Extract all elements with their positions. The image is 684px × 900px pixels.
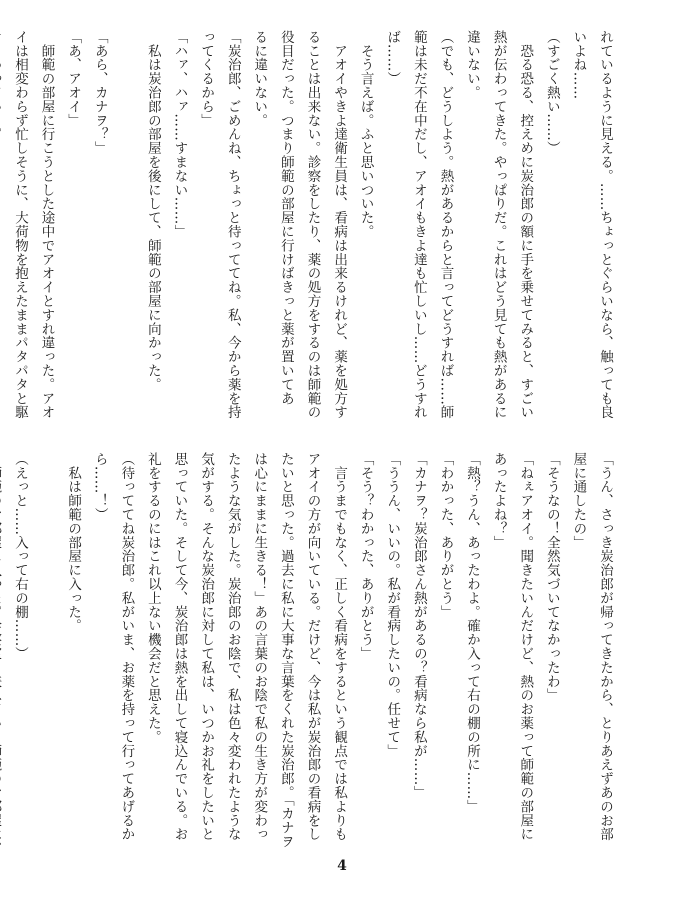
- text-line: 「そうなの！全然気づいてなかったわ」: [543, 452, 560, 703]
- text-line: あったよね？」: [490, 452, 507, 550]
- text-line: （待っててね炭治郎。私がいま、お薬を持って行ってあげるか: [118, 452, 135, 842]
- text-line: ることは出来ない。診察をしたり、薬の処方をするのは師範の: [304, 30, 321, 420]
- text-line: 師範の部屋に行こうとした途中でアオイとすれ違った。アオ: [38, 30, 55, 420]
- text-line: いよね……: [570, 30, 587, 100]
- text-line: 「うん、さっき炭治郎が帰ってきたから、とりあえずあのお部: [597, 452, 613, 842]
- text-line: 恐る恐る、控えめに炭治郎の額に手を乗せてみると、すごい: [517, 30, 534, 420]
- text-line: たいと思った。過去に私に大事な言葉をくれた炭治郎。「カナヲ: [277, 452, 294, 849]
- text-line: 思っていた。そして今、炭治郎は熱を出して寝込んでいる。お: [171, 452, 188, 842]
- text-line: 「ねぇアオイ。聞きたいんだけど、熱のお薬って師範の部屋に: [517, 452, 534, 842]
- text-line: [113, 30, 140, 413]
- text-line: [33, 452, 60, 835]
- text-line: ら……！）: [91, 452, 108, 522]
- upper-text-column-block: [11, 30, 618, 420]
- text-line: [0, 452, 6, 835]
- text-line: 「ううん、いいの。私が看病したいの。任せて」: [384, 452, 401, 758]
- text-line: 「あ、アオイ」: [65, 30, 82, 128]
- text-line: 範は未だ不在中だし、アオイもきよ達も忙しいし……どうすれ: [410, 30, 427, 420]
- text-line: そう言えば。ふと思いついた。: [357, 30, 374, 239]
- text-line: アオイの方が向いている。だけど、今は私が炭治郎の看病をし: [304, 452, 321, 842]
- text-line: 役目だった。つまり師範の部屋に行けばきっと薬が置いてあ: [277, 30, 294, 406]
- text-line: ば……）: [384, 30, 401, 86]
- text-line: 熱が伝わってきた。やっぱりだ。これはどう見ても熱があるに: [490, 30, 507, 420]
- text-line: 「炭治郎、ごめんね、ちょっと待っててね。私、今から薬を持: [224, 30, 241, 420]
- lower-text-column-block: [11, 452, 618, 849]
- text-line: （でも、どうしよう。熱があるからと言ってどうすれば……師: [437, 30, 454, 420]
- text-line: 私は師範の部屋に入った。: [65, 452, 82, 633]
- text-line: 気がする。そんな炭治郎に対して私は、いつかお礼をしたいと: [198, 452, 215, 842]
- text-line: アオイやきよ達衛生員は、看病は出来るけれど、薬を処方す: [331, 30, 348, 420]
- text-line: 「ハァ、ハァ……すまない……」: [171, 30, 188, 239]
- text-line: 「熱？うん、あったわよ。確か入って右の棚の所に……」: [464, 452, 481, 814]
- text-line: 屋に通したの」: [570, 452, 587, 550]
- text-line: 「あら、カナヲ？」: [91, 30, 108, 156]
- text-line: 言うまでもなく、正しく看病をするという観点では私よりも: [331, 452, 348, 842]
- text-line: 礼をするのにはこれ以上ない機会だと思えた。: [144, 452, 161, 744]
- text-line: （すごく熱い……）: [543, 30, 560, 156]
- text-line: 「カナヲ？炭治郎さん熱があるの？看病なら私が……」: [410, 452, 427, 800]
- text-line: 違いない。: [464, 30, 481, 100]
- text-line: 私は炭治郎の部屋を後にして、師範の部屋に向かった。: [144, 30, 161, 392]
- text-line: イは相変わらず忙しそうに、大荷物を抱えたままパタパタと駆: [11, 30, 28, 420]
- text-line: （えっと……入って右の棚……）: [11, 452, 28, 661]
- text-line: たような気がした。炭治郎のお陰で、私は色々変われたような: [224, 452, 241, 842]
- text-line: ってくるから」: [198, 30, 215, 128]
- text-line: 「そう？わかった、ありがとう」: [357, 452, 374, 661]
- text-line: るに違いない。: [251, 30, 268, 128]
- text-line: は心にままに生きる！」あの言葉のお陰で私の生き方が変わっ: [251, 452, 268, 842]
- page-number: 4: [337, 858, 347, 874]
- text-line: 「わかった、ありがとう」: [437, 452, 454, 619]
- text-line: れているように見える。……ちょっとぐらいなら、触っても良: [597, 30, 613, 420]
